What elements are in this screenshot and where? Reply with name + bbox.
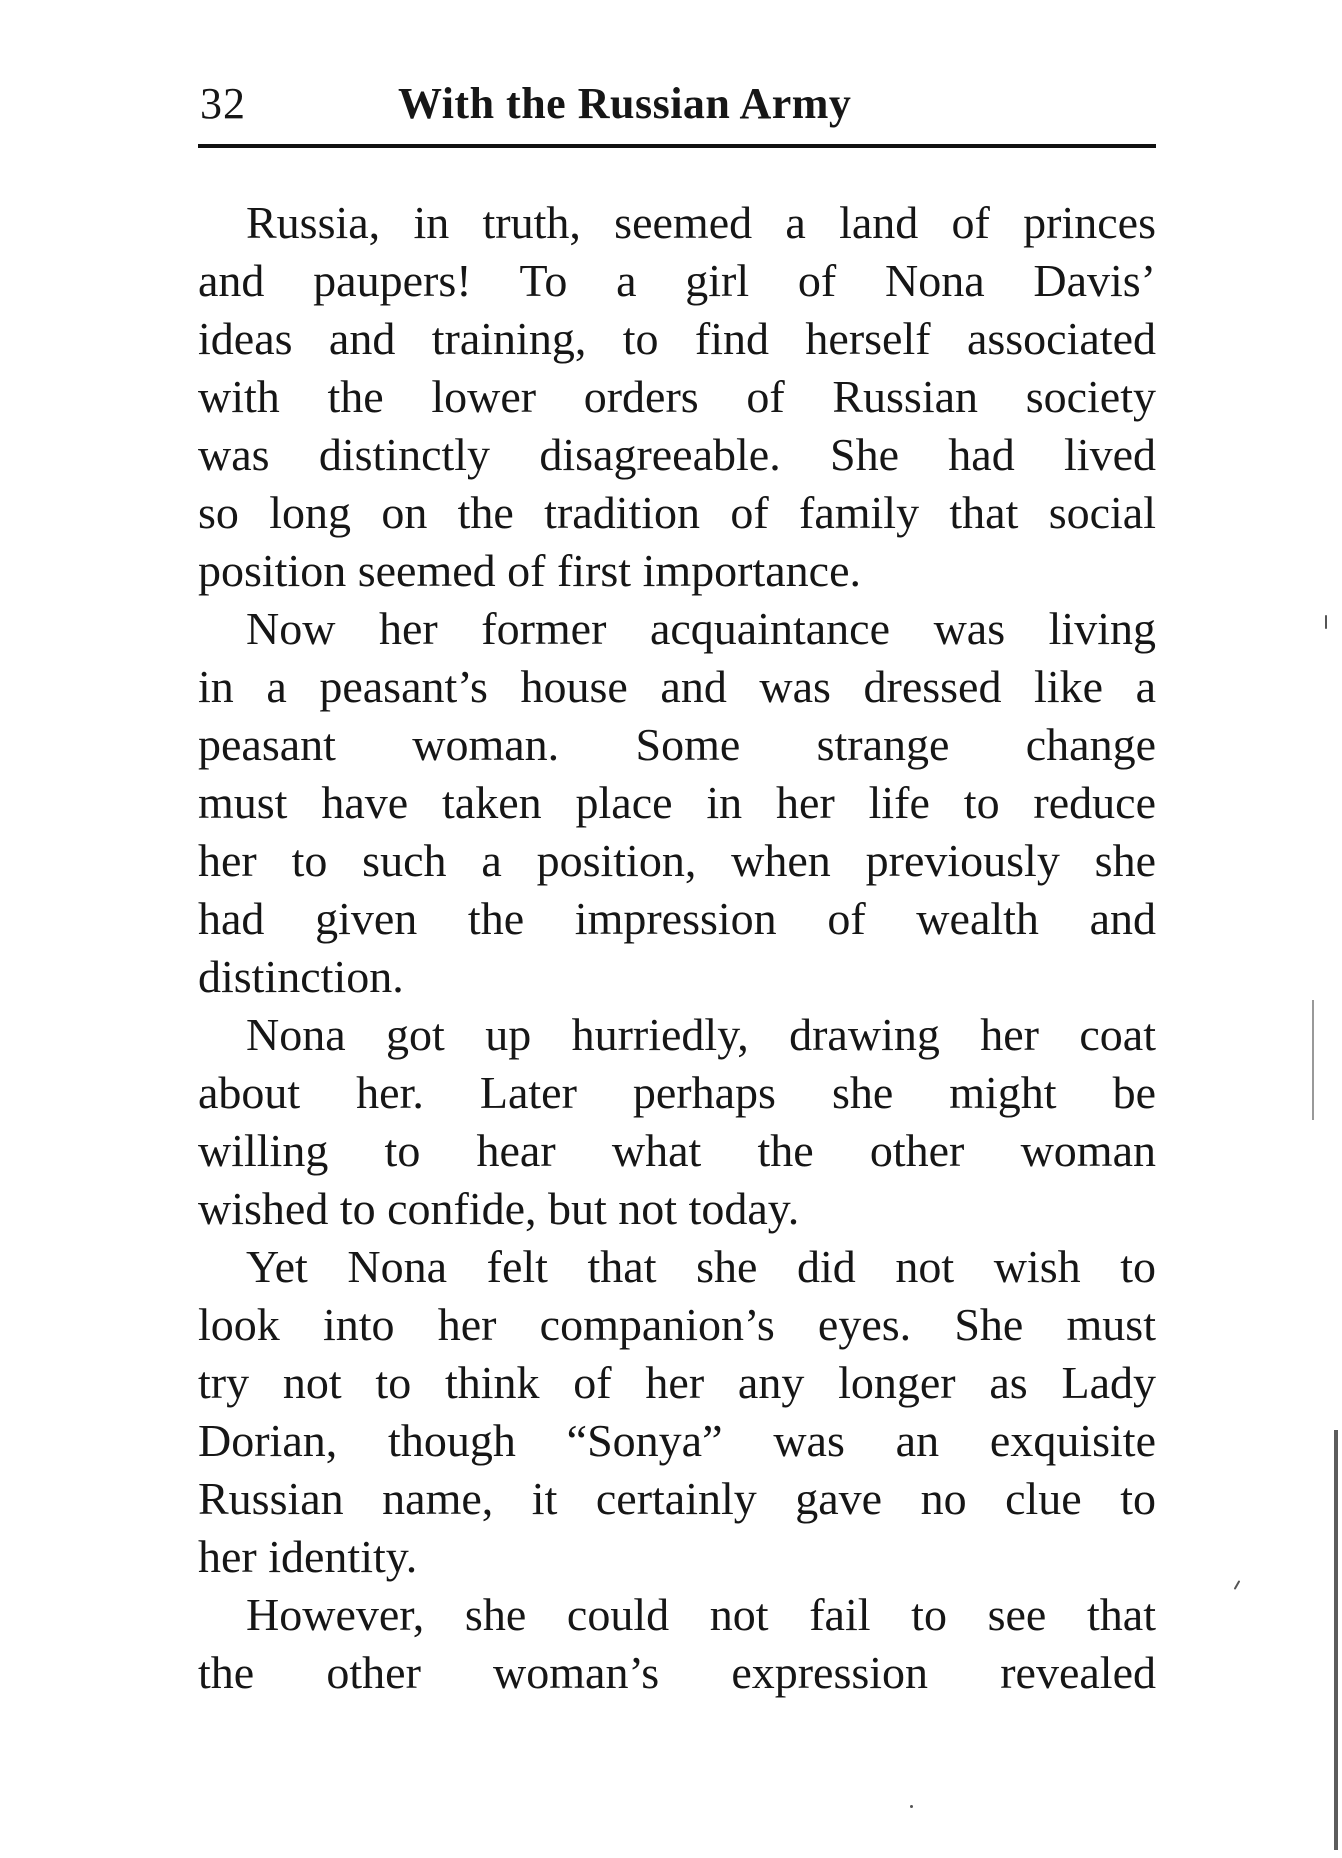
running-title: With the Russian Army xyxy=(398,79,852,128)
body-text xyxy=(198,194,1156,1702)
text-line: distinction. xyxy=(198,951,404,1002)
text-line: so long on the tradition of family that social xyxy=(198,487,1156,538)
page-number: 32 xyxy=(200,79,246,128)
text-line: peasant woman. Some strange change xyxy=(198,719,1156,770)
text-line: her to such a position, when previously she xyxy=(198,835,1156,886)
text-line: position seemed of first importance. xyxy=(198,545,862,596)
text-line: in a peasant’s house and was dressed like a xyxy=(198,661,1156,712)
text-line: Yet Nona felt that she did not wish to xyxy=(246,1241,1156,1292)
text-line: the other woman’s expression revealed xyxy=(198,1647,1156,1698)
text-line: had given the impression of wealth and xyxy=(198,893,1156,944)
text-line: willing to hear what the other woman xyxy=(198,1125,1156,1176)
text-line: Russia, in truth, seemed a land of princes xyxy=(246,197,1156,248)
text-line: was distinctly disagreeable. She had lived xyxy=(198,429,1156,480)
text-line: about her. Later perhaps she might be xyxy=(198,1067,1156,1118)
text-line: Now her former acquaintance was living xyxy=(246,603,1156,654)
scan-speck xyxy=(1234,1580,1241,1590)
text-line: look into her companion’s eyes. She must xyxy=(198,1299,1156,1350)
running-header xyxy=(198,70,1156,148)
text-line: Dorian, though “Sonya” was an exquisite xyxy=(198,1415,1156,1466)
text-line: with the lower orders of Russian society xyxy=(198,371,1156,422)
scan-edge-mark xyxy=(1334,1430,1338,1850)
scan-edge-mark xyxy=(1312,1000,1314,1120)
text-line: try not to think of her any longer as Lady xyxy=(198,1357,1156,1408)
text-line: wished to confide, but not today. xyxy=(198,1183,800,1234)
scan-speck xyxy=(1325,615,1327,629)
text-line: her identity. xyxy=(198,1531,418,1582)
text-line: must have taken place in her life to reduce xyxy=(198,777,1156,828)
text-line: Nona got up hurriedly, drawing her coat xyxy=(246,1009,1156,1060)
text-line: ideas and training, to find herself associated xyxy=(198,313,1156,364)
text-line: Russian name, it certainly gave no clue to xyxy=(198,1473,1156,1524)
text-line: and paupers! To a girl of Nona Davis’ xyxy=(198,255,1156,306)
text-line: However, she could not fail to see that xyxy=(246,1589,1156,1640)
scan-speck xyxy=(910,1805,913,1808)
